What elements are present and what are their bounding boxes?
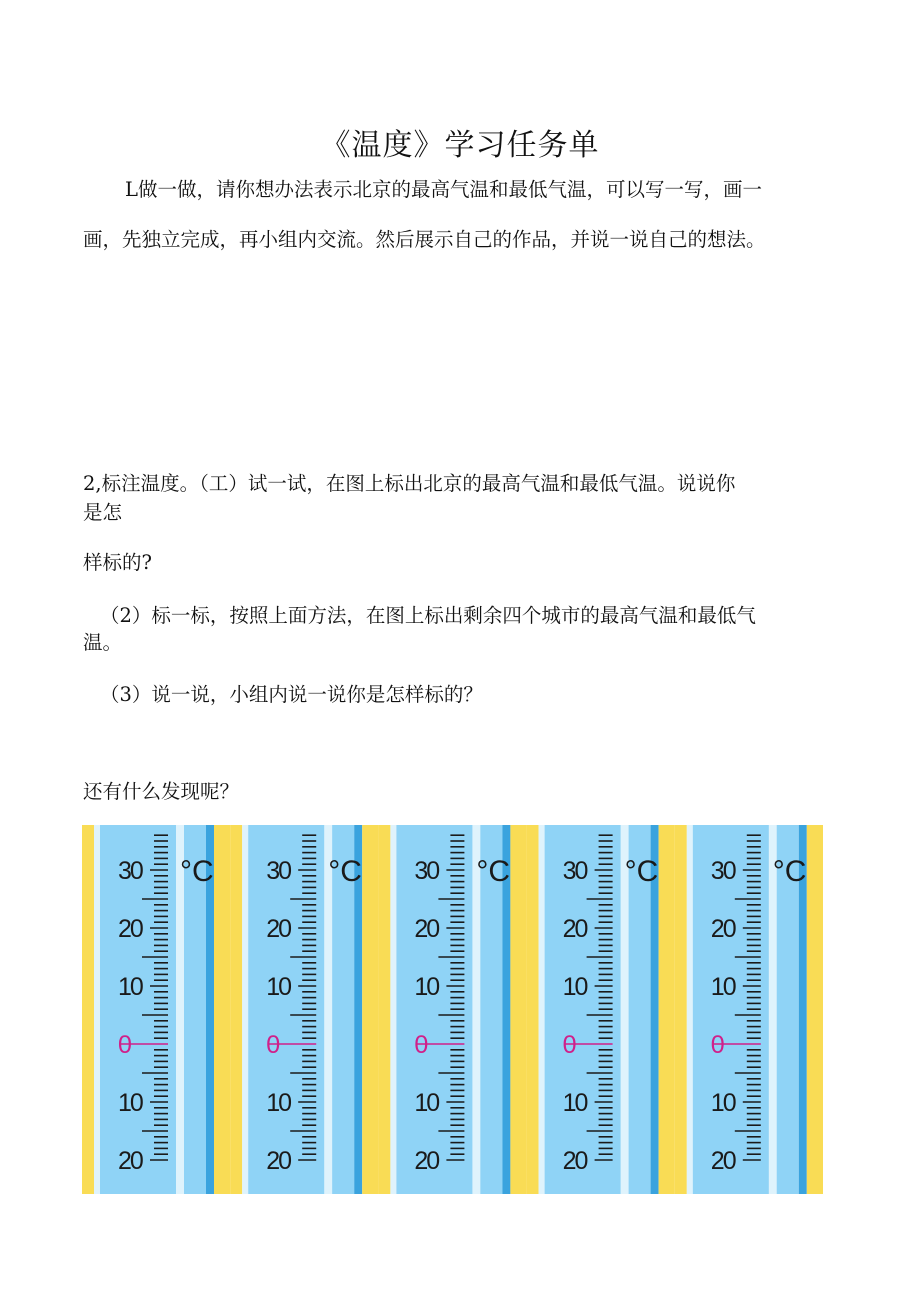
thermometer-yellow-right (807, 825, 823, 1194)
thermometer-scale-band (545, 825, 629, 1194)
thermometer-yellow-right (214, 825, 230, 1194)
celsius-unit-label: °C (476, 855, 511, 888)
scale-label: 30 (710, 857, 735, 885)
thermometer-scale-band (396, 825, 480, 1194)
question-1-line-2: 画，先独立完成，再小组内交流。然后展示自己的作品，并说一说自己的想法。 (83, 228, 766, 251)
celsius-unit-label: °C (624, 855, 659, 888)
scale-label: 0 (118, 1031, 130, 1059)
thermometer-scale-band (693, 825, 777, 1194)
discovery-prompt: 还有什么发现呢？ (83, 780, 240, 803)
scale-label: 10 (710, 1089, 735, 1117)
scale-label: 10 (266, 973, 291, 1001)
scale-label: 20 (710, 915, 735, 943)
scale-label: 10 (562, 1089, 587, 1117)
thermometer-4 (527, 825, 675, 1194)
scale-label: 30 (414, 857, 439, 885)
thermometer-yellow-edge (527, 825, 539, 1194)
scale-label: 10 (266, 1089, 291, 1117)
thermometer-scale-band (100, 825, 184, 1194)
thermometer-yellow-right (510, 825, 526, 1194)
scale-label: 10 (118, 1089, 142, 1117)
question-2-2-line-1: （2）标一标，按照上面方法，在图上标出剩余四个城市的最高气温和最低气 (100, 604, 756, 627)
question-2-line-3: 样标的? (83, 551, 152, 574)
thermometer-yellow-edge (378, 825, 390, 1194)
scale-label: 20 (118, 1147, 142, 1175)
celsius-unit-label: °C (772, 855, 807, 888)
thermometer-5 (675, 825, 823, 1194)
scale-label: 20 (414, 915, 439, 943)
scale-label: 20 (118, 915, 142, 943)
scale-label: 20 (562, 915, 587, 943)
scale-label: 10 (710, 973, 735, 1001)
scale-label: 20 (710, 1147, 735, 1175)
question-2-line-2: 是怎 (83, 501, 123, 524)
celsius-unit-label: °C (180, 855, 214, 888)
scale-label: 10 (414, 1089, 439, 1117)
thermometer-3 (378, 825, 526, 1194)
scale-label: 0 (562, 1031, 575, 1059)
thermometer-yellow-edge (675, 825, 687, 1194)
thermometer-pale-stripe (390, 825, 396, 1194)
thermometer-pale-stripe (687, 825, 693, 1194)
scale-label: 30 (118, 857, 142, 885)
scale-label: 30 (266, 857, 291, 885)
thermometer-yellow-edge (230, 825, 242, 1194)
thermometer-pale-stripe (539, 825, 545, 1194)
thermometer-strip (82, 825, 823, 1194)
scale-label: 20 (266, 915, 291, 943)
scale-label: 0 (414, 1031, 427, 1059)
scale-label: 0 (710, 1031, 723, 1059)
scale-label: 20 (562, 1147, 587, 1175)
scale-label: 30 (562, 857, 587, 885)
scale-label: 10 (118, 973, 142, 1001)
scale-label: 0 (266, 1031, 279, 1059)
thermometer-pale-stripe (94, 825, 100, 1194)
thermometer-yellow-right (659, 825, 675, 1194)
scale-label: 10 (414, 973, 439, 1001)
thermometer-yellow-right (362, 825, 378, 1194)
question-2-2-line-2: 温。 (83, 631, 123, 654)
thermometer-pale-stripe (242, 825, 248, 1194)
question-1-line-1: L做一做，请你想办法表示北京的最高气温和最低气温，可以写一写，画一 (125, 178, 762, 201)
thermometer-1 (82, 825, 230, 1194)
thermometer-scale-band (248, 825, 332, 1194)
thermometer-2 (230, 825, 378, 1194)
thermometer-yellow-edge (82, 825, 94, 1194)
celsius-unit-label: °C (328, 855, 362, 888)
scale-label: 20 (414, 1147, 439, 1175)
question-2-line-1: 2,标注温度。（工）试一试，在图上标出北京的最高气温和最低气温。说说你 (83, 472, 736, 495)
scale-label: 10 (562, 973, 587, 1001)
page-title: 《温度》学习任务单 (320, 128, 600, 163)
question-2-3: （3）说一说，小组内说一说你是怎样标的？ (100, 683, 483, 706)
scale-label: 20 (266, 1147, 291, 1175)
